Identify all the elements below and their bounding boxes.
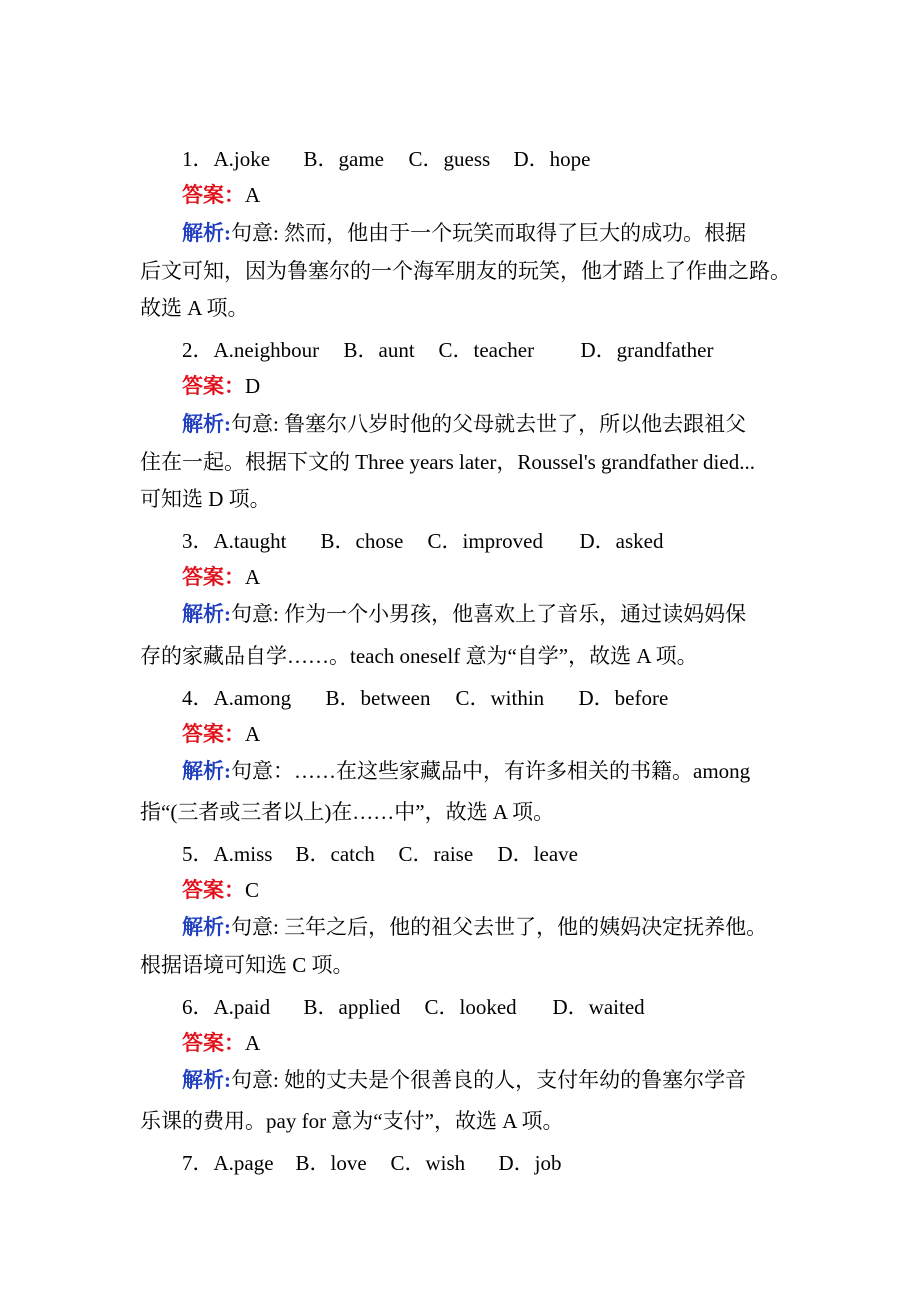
answer-value: D (245, 374, 261, 398)
answer-line-1 (182, 181, 832, 209)
answer-label: 答案： (182, 565, 245, 589)
analysis-line-2-2: 住在一起。根据下文的 Three years later，Roussel's grandfather died... (140, 450, 755, 474)
answer-line-6 (182, 1029, 832, 1057)
option-b: B．aunt (343, 338, 415, 362)
question-number: 2． (182, 338, 214, 362)
option-a: A.taught (213, 529, 287, 553)
analysis-line-2-3: 可知选 D 项。 (140, 487, 271, 511)
analysis-label: 解析: (182, 915, 231, 939)
answer-label: 答案： (182, 1031, 245, 1055)
analysis-label: 解析: (182, 602, 231, 626)
option-c: C．raise (398, 842, 474, 866)
option-a: A.page (213, 1151, 274, 1175)
option-b: B．catch (295, 842, 375, 866)
answer-value: A (245, 565, 261, 589)
option-d: D．grandfather (580, 338, 714, 362)
answer-label: 答案： (182, 722, 245, 746)
answer-line-4 (182, 720, 832, 748)
option-b: B．game (303, 147, 384, 171)
analysis-line-5-2: 根据语境可知选 C 项。 (140, 953, 354, 977)
option-b: B．love (295, 1151, 367, 1175)
option-c: C．within (455, 686, 545, 710)
question-options-3 (182, 527, 832, 555)
option-d: D．before (578, 686, 669, 710)
answer-value: C (245, 878, 260, 902)
question-options-6 (182, 993, 832, 1021)
answer-label: 答案： (182, 183, 245, 207)
option-a: A.among (213, 686, 292, 710)
option-d: D．asked (579, 529, 664, 553)
analysis-label: 解析: (182, 759, 231, 783)
question-options-4 (182, 684, 832, 712)
option-c: C．wish (390, 1151, 466, 1175)
analysis-text: 句意: 鲁塞尔八岁时他的父母就去世了，所以他去跟祖父 (231, 412, 747, 436)
option-a: A.joke (213, 147, 271, 171)
question-number: 3． (182, 529, 214, 553)
analysis-line-1-1 (182, 219, 832, 247)
analysis-label: 解析: (182, 1068, 231, 1092)
answer-label: 答案： (182, 374, 245, 398)
option-d: D．hope (513, 147, 591, 171)
question-number: 5． (182, 842, 214, 866)
analysis-line-6-2: 乐课的费用。pay for 意为“支付”，故选 A 项。 (140, 1109, 564, 1133)
option-c: C．guess (408, 147, 491, 171)
option-a: A.miss (213, 842, 273, 866)
option-a: A.paid (213, 995, 271, 1019)
option-b: B．between (325, 686, 431, 710)
question-options-5 (182, 840, 832, 868)
option-d: D．leave (497, 842, 578, 866)
analysis-label: 解析: (182, 221, 231, 245)
analysis-line-1-3: 故选 A 项。 (140, 296, 249, 320)
option-c: C．improved (427, 529, 543, 553)
analysis-label: 解析: (182, 412, 231, 436)
answer-value: A (245, 183, 261, 207)
analysis-text: 句意: 她的丈夫是个很善良的人，支付年幼的鲁塞尔学音 (231, 1068, 747, 1092)
option-d: D．job (498, 1151, 562, 1175)
analysis-line-2-1 (182, 410, 832, 438)
question-options-1 (182, 145, 832, 173)
analysis-line-6-1 (182, 1066, 832, 1094)
analysis-line-4-2: 指“(三者或三者以上)在……中”，故选 A 项。 (140, 800, 555, 824)
analysis-text: 句意: 然而，他由于一个玩笑而取得了巨大的成功。根据 (231, 221, 747, 245)
question-number: 7． (182, 1151, 214, 1175)
analysis-text: 句意: 三年之后，他的祖父去世了，他的姨妈决定抚养他。 (231, 915, 768, 939)
question-number: 4． (182, 686, 214, 710)
question-number: 6． (182, 995, 214, 1019)
analysis-line-4-1 (182, 757, 832, 785)
option-c: C．looked (424, 995, 517, 1019)
answer-value: A (245, 1031, 261, 1055)
answer-line-2 (182, 372, 832, 400)
option-b: B．applied (303, 995, 401, 1019)
question-number: 1． (182, 147, 214, 171)
answer-line-5 (182, 876, 832, 904)
question-options-2 (182, 336, 832, 364)
option-d: D．waited (552, 995, 645, 1019)
answer-value: A (245, 722, 261, 746)
analysis-line-5-1 (182, 913, 832, 941)
option-a: A.neighbour (213, 338, 320, 362)
option-b: B．chose (320, 529, 404, 553)
analysis-text: 句意：……在这些家藏品中，有许多相关的书籍。among (231, 759, 751, 783)
answer-line-3 (182, 563, 832, 591)
question-options-7 (182, 1149, 832, 1177)
answer-label: 答案： (182, 878, 245, 902)
option-c: C．teacher (438, 338, 535, 362)
analysis-line-3-2: 存的家藏品自学……。teach oneself 意为“自学”，故选 A 项。 (140, 644, 698, 668)
analysis-text: 句意: 作为一个小男孩，他喜欢上了音乐，通过读妈妈保 (231, 602, 747, 626)
analysis-line-3-1 (182, 600, 832, 628)
analysis-line-1-2: 后文可知，因为鲁塞尔的一个海军朋友的玩笑，他才踏上了作曲之路。 (140, 259, 791, 283)
